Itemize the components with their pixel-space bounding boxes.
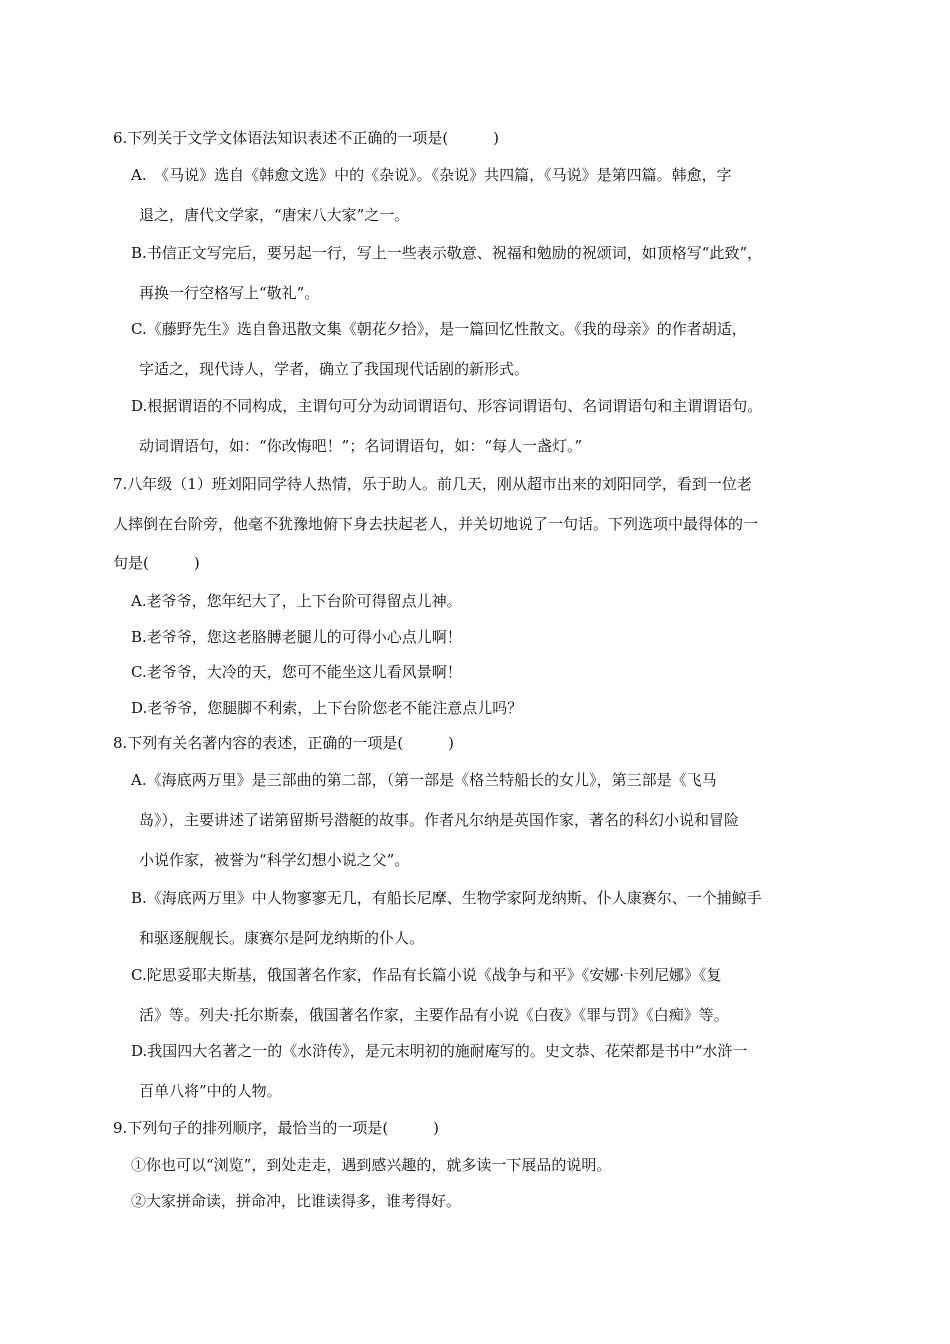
q8-option-c: C.陀思妥耶夫斯基，俄国著名作家，作品有长篇小说《战争与和平》《安娜·卡列尼娜》《复 bbox=[131, 966, 722, 984]
q8-option-c-cont: 活》等。列夫·托尔斯泰，俄国著名作家，主要作品有小说《白夜》《罪与罚》《白痴》等。 bbox=[139, 1006, 729, 1024]
q8-option-b-cont: 和驱逐舰舰长。康赛尔是阿龙纳斯的仆人。 bbox=[139, 929, 425, 947]
q7-option-a: A.老爷爷，您年纪大了，上下台阶可得留点儿神。 bbox=[131, 592, 462, 610]
q7-option-d: D.老爷爷，您腿脚不利索，上下台阶您老不能注意点儿吗？ bbox=[131, 699, 523, 717]
q8-option-d: D.我国四大名著之一的《水浒传》，是元末明初的施耐庵写的。史文恭、花荣都是书中“水浒一 bbox=[131, 1042, 748, 1060]
q6-option-a: A. 《马说》选自《韩愈文选》中的《杂说》。《杂说》共四篇，《马说》是第四篇。韩愈，字 bbox=[131, 166, 732, 184]
q8-option-a-cont-2: 小说作家，被誉为“科学幻想小说之父”。 bbox=[139, 851, 410, 869]
q6-option-d-cont: 动词谓语句，如：“你改悔吧！”；名词谓语句，如：“每人一盏灯。” bbox=[139, 437, 583, 455]
q6-option-b: B.书信正文写完后，要另起一行，写上一些表示敬意、祝福和勉励的祝颂词，如顶格写“此致”， bbox=[131, 244, 763, 262]
q6-option-c-cont: 字适之，现代诗人，学者，确立了我国现代话剧的新形式。 bbox=[139, 360, 530, 378]
q8-stem: 8.下列有关名著内容的表述，正确的一项是( ) bbox=[113, 734, 455, 752]
q9-item-1: ①你也可以“浏览”，到处走走，遇到感兴趣的，就多读一下展品的说明。 bbox=[131, 1156, 612, 1174]
q7-stem-line-1: 7.八年级（1）班刘阳同学待人热情，乐于助人。前几天，刚从超市出来的刘阳同学，看到一位老 bbox=[113, 475, 752, 493]
q6-option-b-cont: 再换一行空格写上“敬礼”。 bbox=[139, 284, 320, 302]
q8-option-b: B.《海底两万里》中人物寥寥无几，有船长尼摩、生物学家阿龙纳斯、仆人康赛尔、一个捕鲸手 bbox=[131, 889, 762, 907]
q6-stem: 6.下列关于文学文体语法知识表述不正确的一项是( ) bbox=[113, 129, 500, 147]
q8-option-a: A.《海底两万里》是三部曲的第二部，（第一部是《格兰特船长的女儿》，第三部是《飞马 bbox=[131, 771, 717, 789]
q7-stem-line-2: 人摔倒在台阶旁，他毫不犹豫地俯下身去扶起老人，并关切地说了一句话。下列选项中最得体的一 bbox=[113, 515, 759, 533]
q6-option-c: C.《藤野先生》选自鲁迅散文集《朝花夕拾》，是一篇回忆性散文。《我的母亲》的作者胡适， bbox=[131, 320, 747, 338]
q8-option-d-cont: 百单八将”中的人物。 bbox=[139, 1082, 282, 1100]
q8-option-a-cont-1: 岛》），主要讲述了诺第留斯号潜艇的故事。作者凡尔纳是英国作家，著名的科幻小说和冒险 bbox=[139, 811, 740, 829]
q7-option-c: C.老爷爷，大冷的天，您可不能坐这儿看风景啊！ bbox=[131, 663, 462, 681]
q7-stem-line-3: 句是( ) bbox=[113, 554, 200, 572]
q6-option-d: D.根据谓语的不同构成，主谓句可分为动词谓语句、形容词谓语句、名词谓语句和主谓谓语句。 bbox=[131, 397, 763, 415]
q9-item-2: ②大家拼命读，拼命冲，比谁读得多，谁考得好。 bbox=[131, 1192, 462, 1210]
q6-option-a-cont: 退之，唐代文学家，“唐宋八大家”之一。 bbox=[139, 206, 410, 224]
q7-option-b: B.老爷爷，您这老胳膊老腿儿的可得小心点儿啊！ bbox=[131, 628, 462, 646]
q9-stem: 9.下列句子的排列顺序，最恰当的一项是( ) bbox=[113, 1119, 440, 1137]
